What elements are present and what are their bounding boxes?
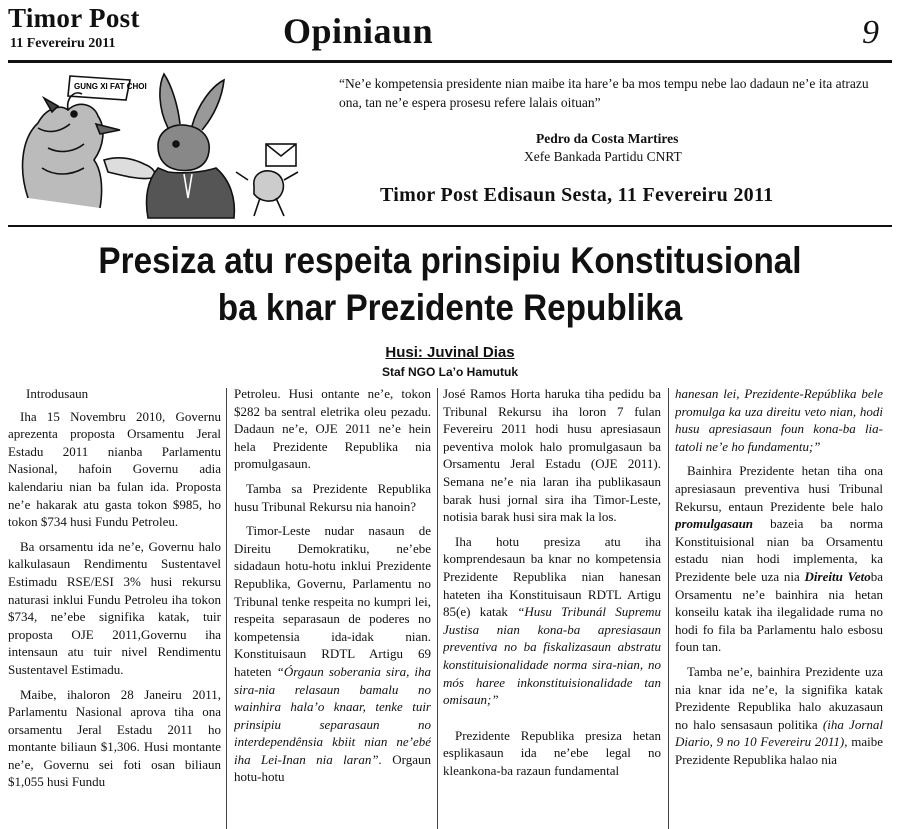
quote-author-role: Xefe Bankada Partidu CNRT	[524, 149, 682, 164]
pull-quote: “Ne’e kompetensia presidente nian maibe ita hare’e ba mos tempu nebe lao dadaun ne’e ita atrazu ona, tan ne’e espera prosesu refere lalais oituan”	[339, 76, 869, 110]
subheading-introdusaun: Introdusaun	[26, 386, 89, 401]
paragraph-text: ba Orsamentu ne’e bainhira nia hetan konseilu katak iha ilegalidade ruma no hodi fo fila ba Parlamentu halo esbosu foun tan.	[675, 568, 883, 655]
paragraph: Prezidente Republika presiza hetan esplikasaun ida ne’ebe legal no kleankona-ba razaun fundamental	[443, 727, 661, 778]
emphasis-direitu-veto: Direitu Veto	[804, 568, 871, 584]
article-column-2	[234, 385, 431, 829]
section-title: Opiniaun	[283, 11, 434, 51]
quote-author: Pedro da Costa Martires	[536, 131, 679, 146]
column-divider	[668, 388, 669, 829]
issue-date: 11 Fevereiru 2011	[10, 36, 116, 51]
paragraph: Maibe, ihaloron 28 Janeiru 2011, Parlamentu Nasional aprova tiha ona orsamentu Jeral Estadu 2011 ho montante biliaun $1,306. Husi montante ne’e, Governu sei foti osan biliaun $1,055 husi Fundu	[8, 686, 221, 790]
article-byline: Husi: Juvinal Dias	[385, 344, 515, 361]
byline-organization: Staf NGO La’o Hamutuk	[381, 365, 518, 379]
source-citation: (iha Jornal Diario, 9 no 10 Fevereiru 2011),	[675, 716, 883, 750]
edition-line: Timor Post Edisaun Sesta, 11 Fevereiru 2011	[380, 184, 774, 206]
newspaper-name: Timor Post	[8, 3, 140, 33]
paragraph-text: Tamba ne’e, bainhira Prezidente uza nia knar ida ne’e, la signifika katak Prezidente Republika halo akuzasaun no halo sensasaun politika	[675, 663, 883, 732]
paragraph: Ba orsamentu ida ne’e, Governu halo kalkulasaun Rendimentu Sustentavel Estimadu RSE/ESI 3% husi rekursu naturasi inklui Fundu Petroleu iha tokon $734, ne’ebe signifika katak, tuir proposta OJE 2011,Governu iha intensaun atu tuir nivel Rendimentu Sustentavel Estimadu.	[8, 538, 221, 677]
article-headline	[45, 237, 855, 331]
paragraph	[443, 533, 661, 709]
political-cartoon	[8, 68, 326, 220]
paragraph	[675, 663, 883, 769]
section-rule	[8, 225, 892, 227]
top-rule	[8, 60, 892, 63]
article-column-1	[8, 385, 221, 829]
paragraph-text: Orgaun hotu-hotu	[234, 751, 431, 785]
cartoon-caption: GUNG XI FAT CHOI	[74, 82, 147, 91]
headline-line-2: ba knar Prezidente Republika	[217, 287, 683, 328]
constitution-quote: “Órgaun soberania sira, iha sira-nia relasaun bamalu no wainhira hala’o knaar, tenke tuir prinsipiu separasaun no interdependênsia kbiit nian ne’ebé iha Lei-Inan nia laran”.	[234, 663, 431, 767]
constitution-quote: hanesan lei, Prezidente-Repúblika bele promulga ka uza direitu veto nian, hodi husu apresiasaun foun kona-ba lia-tatoli ne’e ho fundamentu;”	[675, 386, 883, 454]
emphasis-promulgasaun: promulgasaun	[675, 516, 754, 532]
paragraph-text: maibe Prezidente Republika halao nia	[675, 734, 883, 767]
paragraph-text: bazeia ba norma Konstituisional nian ba Orsamentu estadu nian hodi implementa, ka Prezidente bele uza nia	[675, 516, 883, 584]
paragraph	[234, 522, 431, 786]
cartoon-handshake	[104, 158, 155, 179]
paragraph: Iha 15 Novembru 2010, Governu aprezenta proposta Orsamentu Jeral Estadu 2011 nianba Parlamentu Nasional, hafoin Governu adia kalendariu nian ba fulan ida. Proposta ne’e hakarak atu gasta tokon $985, ho tokon $734 husi Fundu Petroleu.	[8, 408, 221, 530]
cartoon-right-figure	[160, 74, 180, 128]
article-column-4	[675, 385, 883, 829]
paragraph: José Ramos Horta haruka tiha pedidu ba Tribunal Rekursu iha loron 7 fulan Fevereiru 2011 hodi husu apresiasaun peventiva molok halo promulgasaun ba Orsamentu Jeral Estadu (OJE 2011). Semana ne’e nia laran iha publikasaun barak husi jornal sira iha Timor-Leste, notisia barak husi sira mak la los.	[443, 386, 661, 525]
paragraph-text: Bainhira Prezidente hetan tiha ona apresiasaun preventiva husi Tribunal Rekursu, entaun Prezidente bele halo	[675, 463, 883, 514]
paragraph-text: Timor-Leste nudar nasaun de Direitu Demokratiku, ne’ebe sidadaun hotu-hotu inklui Prezidente Republika, Governu, Parlamentu no Tribunal tenke respeita no kumpri lei, respeita separasaun de poderes no kompetensia ida-idak nian. Konstituisaun RDTL Artigu 69 hateten	[234, 523, 431, 679]
column-divider	[226, 388, 227, 829]
cartoon-left-figure	[23, 104, 103, 208]
paragraph: Petroleu. Husi ontante ne’e, tokon $282 ba sentral eletrika oleu pezadu. Dadaun ne’e, OJE 2011 ne’e hein hela Prezidente Republika nia promulgasaun.	[234, 386, 431, 472]
headline-line-1: Presiza atu respeita prinsipiu Konstitusional	[98, 240, 802, 281]
paragraph: Tamba sa Prezidente Republika husu Tribunal Rekursu nia hanoin?	[234, 480, 431, 514]
paragraph-text: Iha hotu presiza atu iha komprendesaun ba knar no kompetensia Prezidente Republika nian hanesan hateten iha Konstituisaun RDTL Artigu 85(e) katak	[443, 533, 661, 620]
page-number: 9	[862, 14, 879, 51]
article-column-3	[443, 385, 661, 829]
column-divider	[437, 388, 438, 829]
paragraph	[675, 462, 883, 656]
constitution-quote: “Husu Tribunál Supremu Justisa nian kona-ba apresiasaun preventiva no ba fiskalizasaun abstratu konstituisionalidade norma sira-nian, no mós haree inkonstituisionalidade tan omisaun;”	[443, 604, 661, 708]
